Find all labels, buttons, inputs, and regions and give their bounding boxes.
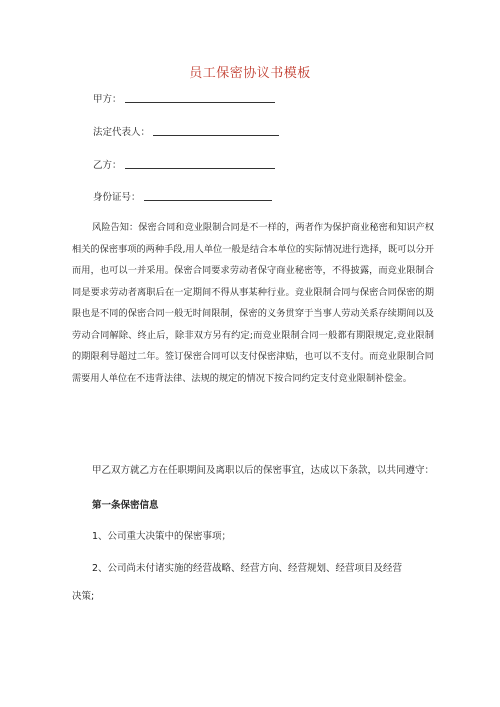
id-number-label: 身份证号： <box>93 192 141 203</box>
article-1-item-1: 1、公司重大决策中的保密事项； <box>92 531 232 542</box>
id-number-field <box>93 189 272 203</box>
party-b-field <box>93 157 275 171</box>
article-1-item-2-line-1: 2、公司尚未付诸实施的经营战略、经营方向、经营规划、经营项目及经营 <box>92 563 403 574</box>
legal-representative-field <box>93 124 279 138</box>
legal-representative-label: 法定代表人： <box>93 127 151 138</box>
party-b-label: 乙方： <box>93 160 122 171</box>
id-number-blank-line <box>144 200 272 201</box>
party-a-field <box>93 91 275 105</box>
party-b-blank-line <box>125 168 275 169</box>
article-1-item-2-line-2: 决策; <box>72 591 95 602</box>
document-title: 员工保密协议书模板 <box>189 66 311 81</box>
article-1-heading: 第一条保密信息 <box>92 500 159 511</box>
risk-notice-paragraph: 风险告知：保密合同和竞业限制合同是不一样的，两者作为保护商业秘密和知识产权相关的保密事项的两种手段,用人单位一般是结合本单位的实际情况进行选择，既可以分开而用，也可以一并采用。保密合同要求劳动者保守商业秘密等，不得披露，而竞业限制合同是要求劳动者离职后在一定期间不得从事某种行业。竞业限制合同与保密合同保密的期限也是不同的保密合同一般无时间限制，保密的义务贯穿于当事人劳动关系存续期间以及劳动合同解除、终止后，除非双方另有约定;而竞业限制合同一般都有期限规定,竞业限制的期限利导超过二年。签订保密合同可以支付保密津贴，也可以不支付。而竞业限制合同需要用人单位在不违背法律、法规的规定的情况下按合同约定支付竞业限制补偿金。 <box>72 222 434 384</box>
party-a-blank-line <box>125 102 275 103</box>
agreement-intro: 甲乙双方就乙方在任职期间及离职以后的保密事宜，达成以下条款，以共同遵守： <box>92 465 435 476</box>
legal-representative-blank-line <box>153 135 279 136</box>
party-a-label: 甲方： <box>93 94 122 105</box>
